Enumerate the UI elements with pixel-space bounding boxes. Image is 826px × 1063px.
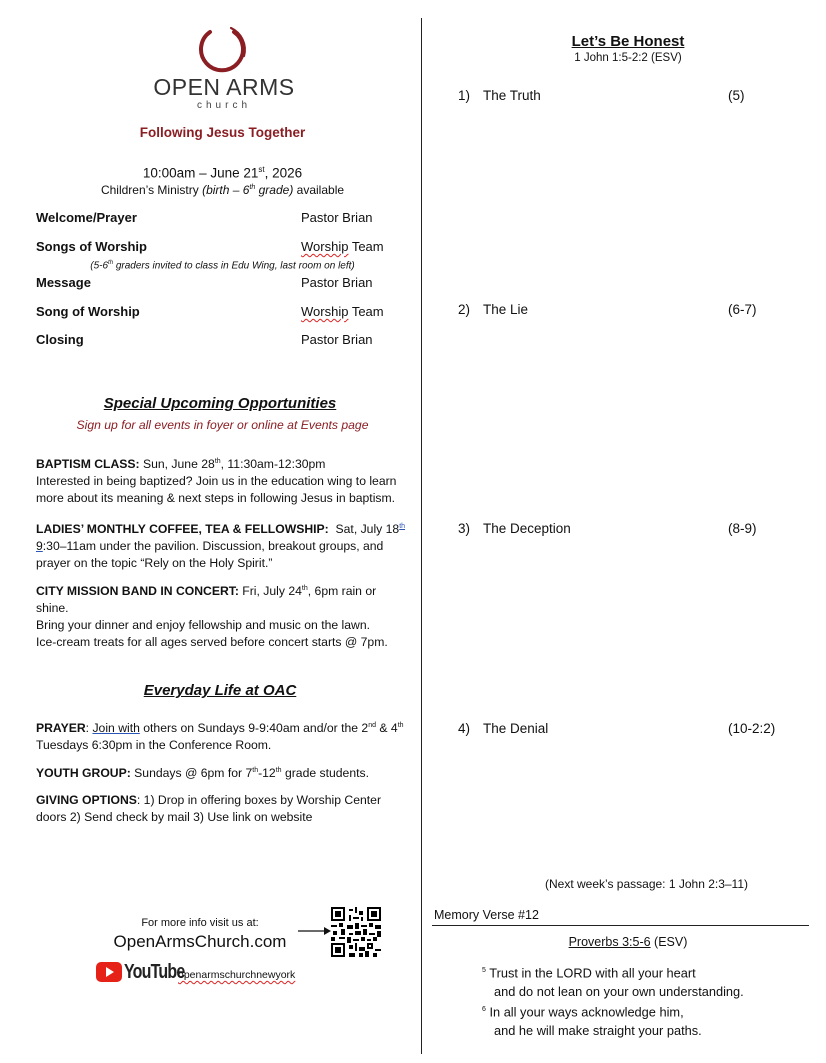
logo-ring-icon	[198, 26, 252, 76]
schedule-row: Songs of Worship Worship Team	[36, 239, 384, 254]
logo-name: OPEN ARMS	[153, 74, 295, 100]
schedule-row: Welcome/Prayer Pastor Brian	[36, 210, 373, 225]
sermon-point: 1) The Truth (5)	[458, 88, 745, 103]
arrow-right-icon	[298, 925, 332, 937]
ladies-fellowship: LADIES’ MONTHLY COFFEE, TEA & FELLOWSHIP: Sat, July 18th 9:30–11am under the pavilion. Discussion, breakout groups, and prayer on the topic “Rely on the Holy Spirit.”	[36, 522, 406, 571]
more-info-label: For more info visit us at:	[141, 917, 259, 929]
memory-verse-heading: Memory Verse #12	[434, 908, 539, 922]
next-week-passage: (Next week’s passage: 1 John 2:3–11)	[545, 877, 749, 891]
sermon-point: 3) The Deception (8-9)	[458, 521, 757, 536]
sermon-point: 4) The Denial (10-2:2)	[458, 721, 776, 736]
sermon-passage: 1 John 1:5-2:2 (ESV)	[574, 52, 682, 64]
band-concert: CITY MISSION BAND IN CONCERT: Fri, July 24th, 6pm rain or shine. Bring your dinner and enjoy fellowship and music on the lawn. Ice-cream treats for all ages served before concert starts @ 7pm.	[36, 584, 388, 650]
website-link[interactable]: OpenArmsChurch.com	[113, 932, 287, 951]
youtube-channel[interactable]: openarmschurchnewyork	[178, 969, 296, 981]
youtube-play-icon	[96, 961, 122, 983]
giving-options: GIVING OPTIONS: 1) Drop in offering boxes by Worship Center doors 2) Send check by mail 3) Use link on website	[36, 793, 382, 824]
opportunities-subtitle: Sign up for all events in foyer or online at Events page	[76, 418, 369, 432]
qr-code-icon[interactable]	[331, 907, 381, 957]
prayer-info: PRAYER: Join with others on Sundays 9-9:40am and/or the 2nd & 4th Tuesdays 6:30pm in the Conference Room.	[36, 721, 404, 753]
logo-subname: church	[196, 100, 251, 111]
opportunities-title: Special Upcoming Opportunities	[103, 395, 337, 412]
memory-verse-text: $^5$ Trust in the LORD with all your heart and do not lean on your own understanding. $^6$ In all your ways acknowledge him, and he will make straight your paths.	[482, 965, 744, 1039]
youth-group: YOUTH GROUP: Sundays @ 6pm for 7th-12th grade students.	[36, 766, 369, 781]
childrens-ministry: Children’s Ministry (birth – 6th grade) available	[100, 183, 345, 197]
schedule-note: (5-6th graders invited to class in Edu Wing, last room on left)	[90, 260, 355, 272]
memory-divider	[432, 925, 809, 926]
schedule-row: Message Pastor Brian	[36, 275, 373, 290]
sermon-point: 2) The Lie (6-7)	[458, 302, 757, 317]
youtube-wordmark: YouTube	[124, 960, 185, 983]
sermon-title: Let’s Be Honest	[571, 33, 685, 50]
tagline: Following Jesus Together	[139, 125, 306, 140]
service-time: 10:00am – June 21st, 2026	[142, 165, 303, 181]
everyday-title: Everyday Life at OAC	[143, 682, 297, 699]
schedule-row: Song of Worship Worship Team	[36, 304, 384, 319]
memory-reference: Proverbs 3:5-6 (ESV)	[568, 935, 688, 949]
baptism-class: BAPTISM CLASS: Sun, June 28th, 11:30am-12:30pm Interested in being baptized? Join us in the education wing to learn more about its meaning & next steps in following Jesus in baptism.	[36, 457, 397, 506]
schedule-row: Closing Pastor Brian	[36, 332, 373, 347]
